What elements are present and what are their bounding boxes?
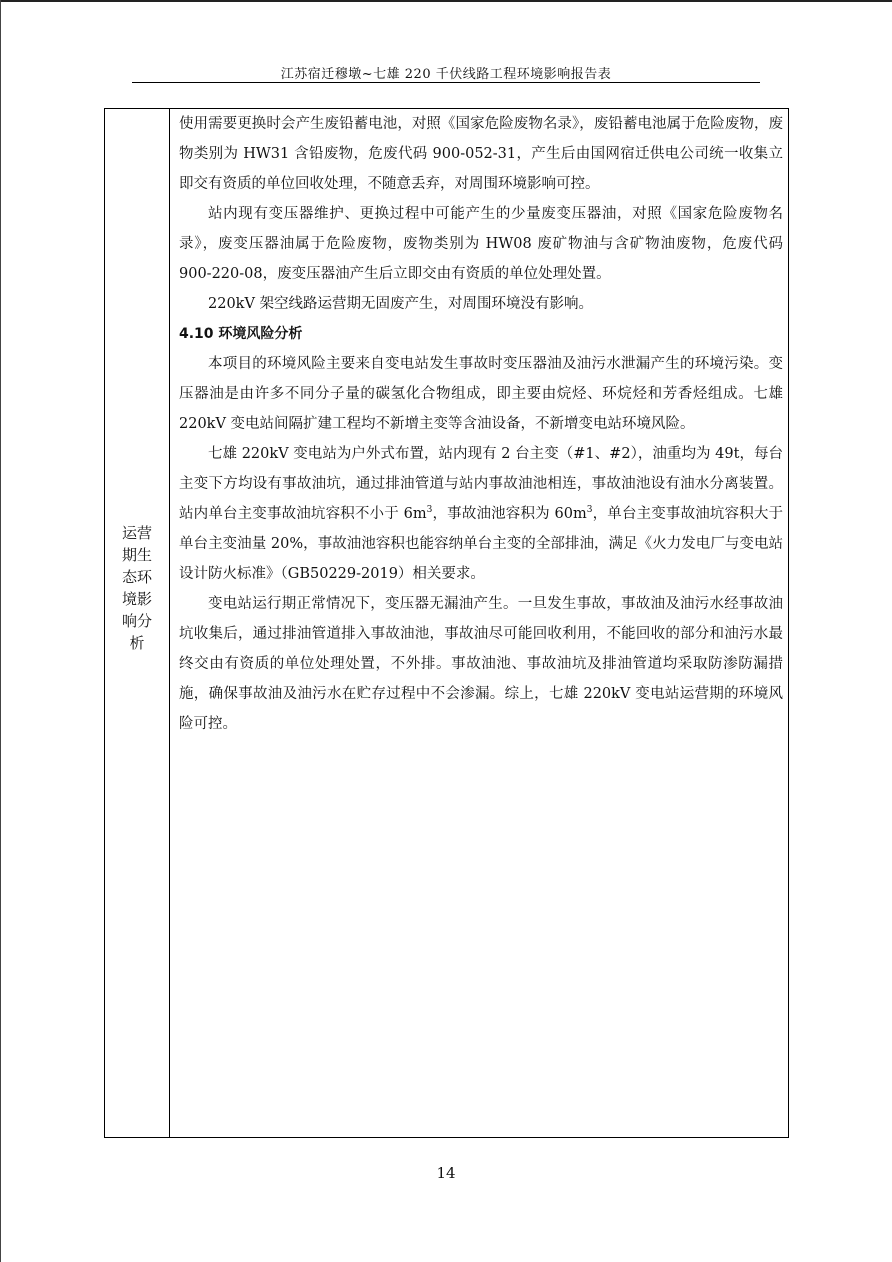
row-label-line-5: 响分 [121, 612, 152, 630]
document-header-title: 江苏宿迁穆墩~七雄 220 千伏线路工程环境影响报告表 [280, 67, 612, 82]
page-number: 14 [436, 1164, 456, 1182]
section-heading-environmental-risk: 4.10 环境风险分析 [179, 326, 303, 342]
page-left-border [0, 0, 1, 1262]
paragraph-substation-layout-part-1: 七雄 220kV 变电站为户外式布置，站内现有 2 台主变（#1、#2），油重均为 49t，每台主变下方均设有事故油坑，通过排油管道与站内事故油池相连，事故油池设有油水分离装置。站内单台主变事故油坑容积不小于 6m [179, 446, 783, 522]
row-label-operation-period-ecological-impact [105, 522, 169, 654]
paragraph-substation-layout-part-3: ，单台主变事故油坑容积大于单台主变油量 20%，事故油池容积也能容纳单台主变的全部排油，满足《火力发电厂与变电站设计防火标准》（GB50229-2019）相关要求。 [179, 506, 784, 582]
paragraph-risk-source: 本项目的环境风险主要来自变电站发生事故时变压器油及油污水泄漏产生的环境污染。变压器油是由许多不同分子量的碳氢化合物组成，即主要由烷烃、环烷烃和芳香烃组成。七雄 220kV 变电站间隔扩建工程均不新增主变等含油设备，不新增变电站环境风险。 [179, 356, 783, 432]
row-label-line-1: 运营 [121, 524, 152, 542]
analysis-content [179, 109, 783, 739]
paragraph-substation-layout [179, 439, 783, 589]
superscript-cubic-1: 3 [426, 505, 433, 516]
row-label-line-4: 境影 [121, 590, 152, 608]
row-label-line-6: 析 [129, 634, 145, 652]
header-rule [132, 82, 760, 83]
content-table [104, 108, 789, 1138]
row-label-line-3: 态环 [121, 568, 152, 586]
table-column-divider [169, 109, 170, 1137]
superscript-cubic-2: 3 [586, 505, 593, 516]
paragraph-lead-acid-battery: 使用需要更换时会产生废铅蓄电池，对照《国家危险废物名录》，废铅蓄电池属于危险废物，废物类别为 HW31 含铅废物，危废代码 900-052-31，产生后由国网宿迁供电公司统一收集立即交有资质的单位回收处理，不随意丢弃，对周围环境影响可控。 [179, 116, 783, 192]
page-top-border [0, 0, 892, 2]
row-label-line-2: 期生 [121, 546, 152, 564]
paragraph-overhead-line-no-waste: 220kV 架空线路运营期无固废产生，对周围环境没有影响。 [208, 296, 594, 312]
paragraph-accident-handling: 变电站运行期正常情况下，变压器无漏油产生。一旦发生事故，事故油及油污水经事故油坑收集后，通过排油管道排入事故油池，事故油尽可能回收利用，不能回收的部分和油污水最终交由有资质的单位处理处置，不外排。事故油池、事故油坑及排油管道均采取防渗防漏措施，确保事故油及油污水在贮存过程中不会渗漏。综上，七雄 220kV 变电站运营期的环境风险可控。 [179, 596, 783, 732]
paragraph-waste-transformer-oil: 站内现有变压器维护、更换过程中可能产生的少量废变压器油，对照《国家危险废物名录》，废变压器油属于危险废物，废物类别为 HW08 废矿物油与含矿物油废物，危废代码 900-220-08，废变压器油产生后立即交由有资质的单位处理处置。 [179, 206, 783, 282]
paragraph-substation-layout-part-2: ，事故油池容积为 60m [432, 506, 587, 522]
